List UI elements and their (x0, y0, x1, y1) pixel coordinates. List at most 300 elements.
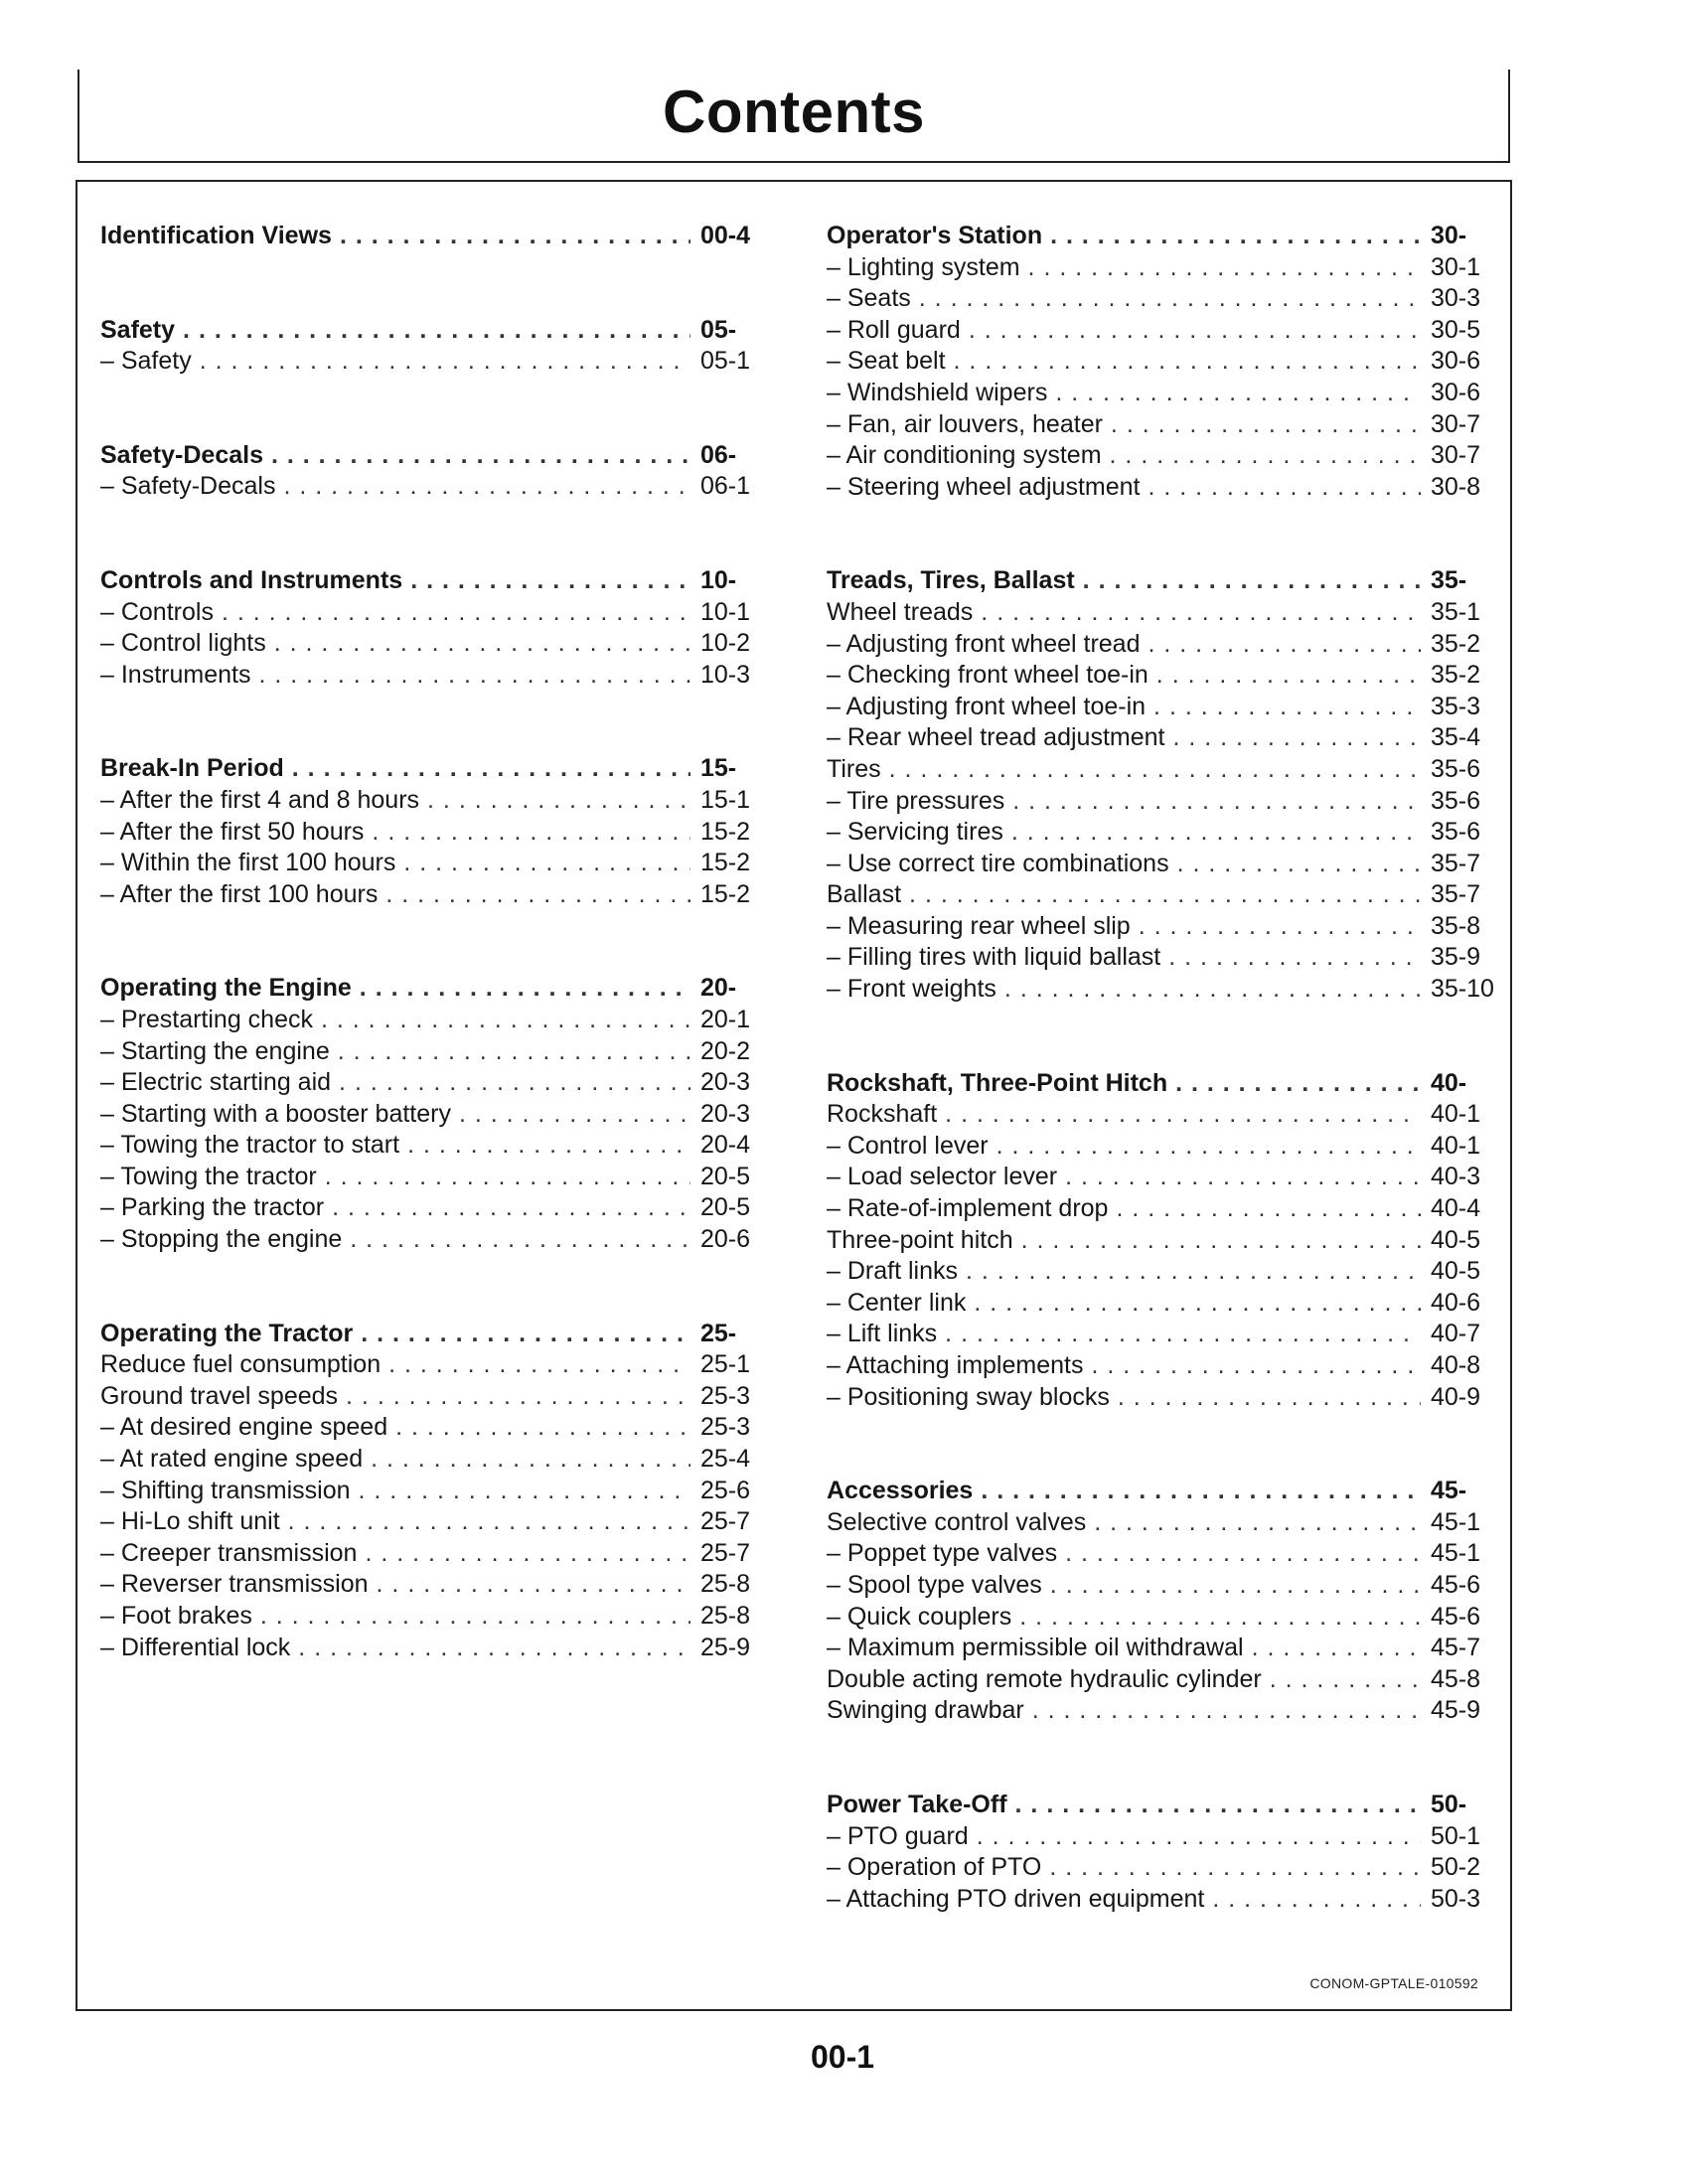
dot-leader (183, 315, 690, 347)
toc-entry-page: 45-9 (1431, 1696, 1481, 1725)
section-heading-page: 06- (700, 440, 737, 469)
dot-leader (1091, 1350, 1421, 1382)
toc-entry-page: 25-8 (700, 1602, 751, 1630)
toc-entry (100, 1601, 764, 1633)
dot-leader (889, 754, 1421, 786)
toc-entry-label: Wheel treads (827, 597, 974, 626)
toc-entry (827, 817, 1494, 849)
toc-entry-page: 35-10 (1431, 975, 1494, 1004)
toc-entry-label: – Adjusting front wheel tread (827, 629, 1141, 658)
toc-entry-page: 30-6 (1431, 347, 1481, 376)
dot-leader (292, 753, 690, 785)
toc-entry-page: 20-1 (700, 1005, 751, 1033)
dot-leader (1065, 1538, 1421, 1570)
toc-entry-page: 30-5 (1431, 315, 1481, 344)
toc-entry (827, 1821, 1494, 1853)
contents-section (100, 440, 764, 503)
toc-entry-label: – Towing the tractor (100, 1162, 317, 1190)
dot-leader (966, 1256, 1421, 1288)
toc-entry-label: – After the first 100 hours (100, 879, 379, 908)
section-heading-entry (100, 221, 764, 252)
section-heading-entry (827, 565, 1494, 597)
toc-entry-label: – Fan, air louvers, heater (827, 409, 1103, 438)
section-heading-entry (100, 753, 764, 785)
toc-entry (827, 1633, 1494, 1664)
dot-leader (945, 1319, 1421, 1350)
toc-entry (827, 974, 1494, 1006)
dot-leader (1019, 1602, 1421, 1634)
contents-section (100, 973, 764, 1255)
toc-entry-label: – Spool type valves (827, 1570, 1042, 1599)
section-heading-page: 35- (1431, 566, 1467, 595)
toc-entry (827, 692, 1494, 723)
dot-leader (350, 1224, 690, 1256)
toc-entry-label: – Stopping the engine (100, 1225, 343, 1254)
toc-entry-page: 25-1 (700, 1350, 751, 1379)
toc-entry (827, 346, 1494, 378)
toc-entry-label: – Controls (100, 597, 214, 626)
toc-entry (827, 1162, 1494, 1193)
toc-entry-label: Tires (827, 754, 881, 783)
dot-leader (340, 221, 690, 252)
dot-leader (200, 346, 690, 378)
dot-leader (1015, 1790, 1421, 1821)
dot-leader (1177, 849, 1421, 880)
toc-entry-label: – Shifting transmission (100, 1476, 351, 1504)
toc-entry (827, 1131, 1494, 1163)
toc-entry-page: 35-2 (1431, 661, 1481, 690)
toc-entry (100, 817, 764, 849)
toc-entry (100, 1005, 764, 1036)
toc-entry-label: – PTO guard (827, 1821, 969, 1850)
toc-entry (827, 1664, 1494, 1696)
dot-leader (325, 1162, 690, 1193)
toc-entry (100, 597, 764, 629)
contents-column-right (827, 221, 1494, 1915)
dot-leader (321, 1005, 690, 1036)
toc-entry-page: 20-3 (700, 1068, 751, 1097)
toc-entry-page: 40-1 (1431, 1100, 1481, 1129)
toc-entry (827, 1884, 1494, 1916)
toc-entry-page: 30-7 (1431, 441, 1481, 470)
toc-entry-label: – Hi-Lo shift unit (100, 1507, 280, 1536)
dot-leader (1148, 472, 1421, 504)
toc-entry-label: – Attaching PTO driven equipment (827, 1884, 1205, 1913)
section-heading-entry (100, 440, 764, 472)
contents-section (100, 1319, 764, 1664)
toc-entry-page: 50-2 (1431, 1853, 1481, 1882)
section-heading-page: 05- (700, 315, 737, 344)
toc-entry (827, 1570, 1494, 1602)
dot-leader (1175, 1068, 1421, 1100)
dot-leader (332, 1192, 690, 1224)
toc-entry-label: – Lighting system (827, 252, 1020, 281)
toc-entry-page: 25-7 (700, 1538, 751, 1567)
dot-leader (981, 1476, 1421, 1507)
toc-entry-label: – Quick couplers (827, 1602, 1012, 1631)
toc-entry-label: – Front weights (827, 975, 996, 1004)
toc-entry-label: – Safety (100, 347, 192, 376)
toc-entry (827, 1193, 1494, 1225)
section-heading-entry (100, 973, 764, 1005)
toc-entry-label: – Control lever (827, 1131, 989, 1160)
contents-section (100, 315, 764, 378)
dot-leader (1116, 1193, 1421, 1225)
toc-entry (827, 1852, 1494, 1884)
toc-entry-label: – Starting with a booster battery (100, 1099, 451, 1128)
toc-entry (827, 722, 1494, 754)
toc-entry (100, 1506, 764, 1538)
dot-leader (1083, 565, 1421, 597)
dot-leader (339, 1067, 690, 1099)
toc-entry (827, 409, 1494, 441)
toc-entry (827, 440, 1494, 472)
toc-entry-label: – Load selector lever (827, 1163, 1058, 1191)
toc-entry (100, 1412, 764, 1444)
toc-entry-label: – Rear wheel tread adjustment (827, 723, 1165, 752)
toc-entry-label: – Towing the tractor to start (100, 1131, 400, 1160)
toc-entry (827, 660, 1494, 692)
contents-column-left (100, 221, 764, 1663)
section-heading-page: 25- (700, 1319, 737, 1347)
section-heading-page: 15- (700, 754, 737, 783)
toc-entry-page: 20-5 (700, 1162, 751, 1190)
contents-section (100, 565, 764, 691)
toc-entry-label: – Use correct tire combinations (827, 849, 1169, 877)
dot-leader (385, 879, 690, 911)
dot-leader (1055, 378, 1421, 409)
toc-entry-page: 15-2 (700, 817, 751, 846)
toc-entry-label: – After the first 4 and 8 hours (100, 785, 420, 814)
dot-leader (974, 1288, 1421, 1320)
toc-entry (100, 1067, 764, 1099)
dot-leader (1270, 1664, 1421, 1696)
title-frame (77, 70, 1510, 163)
toc-entry-label: Double acting remote hydraulic cylinder (827, 1664, 1262, 1693)
section-heading-entry (100, 565, 764, 597)
dot-leader (1032, 1695, 1421, 1727)
toc-entry (827, 1602, 1494, 1634)
toc-entry-page: 20-6 (700, 1225, 751, 1254)
dot-leader (222, 597, 690, 629)
section-heading-label: Safety-Decals (100, 440, 263, 469)
toc-entry-label: – Tire pressures (827, 786, 1005, 815)
toc-entry-label: – At desired engine speed (100, 1413, 388, 1442)
dot-leader (1139, 911, 1421, 943)
section-heading-entry (827, 1790, 1494, 1821)
dot-leader (1153, 692, 1421, 723)
toc-entry (100, 660, 764, 692)
dot-leader (909, 879, 1421, 911)
dot-leader (1148, 629, 1421, 661)
toc-entry-page: 25-7 (700, 1507, 751, 1536)
dot-leader (361, 1319, 690, 1350)
section-heading-label: Operating the Engine (100, 974, 352, 1003)
toc-entry-label: – Foot brakes (100, 1602, 252, 1630)
section-heading-label: Accessories (827, 1477, 974, 1505)
toc-entry-page: 35-6 (1431, 786, 1481, 815)
section-heading-page: 45- (1431, 1477, 1467, 1505)
dot-leader (260, 1601, 690, 1633)
toc-entry-label: – Roll guard (827, 315, 961, 344)
toc-entry-label: – Measuring rear wheel slip (827, 911, 1131, 940)
section-heading-entry (827, 221, 1494, 252)
dot-leader (1168, 942, 1421, 974)
section-heading-page: 40- (1431, 1068, 1467, 1097)
dot-leader (410, 565, 690, 597)
toc-entry-page: 20-3 (700, 1099, 751, 1128)
toc-entry (827, 1382, 1494, 1414)
toc-entry-page: 25-3 (700, 1413, 751, 1442)
dot-leader (1012, 786, 1421, 818)
toc-entry-page: 20-4 (700, 1131, 751, 1160)
dot-leader (945, 1099, 1421, 1131)
dot-leader (377, 1569, 690, 1601)
toc-entry (100, 1192, 764, 1224)
toc-entry (827, 472, 1494, 504)
toc-entry-label: Rockshaft (827, 1100, 938, 1129)
dot-leader (996, 1131, 1421, 1163)
toc-entry-label: – Filling tires with liquid ballast (827, 943, 1161, 972)
toc-entry (827, 1319, 1494, 1350)
toc-entry (100, 1633, 764, 1664)
contents-section (100, 221, 764, 252)
toc-entry-label: – Parking the tractor (100, 1193, 325, 1222)
toc-entry (827, 879, 1494, 911)
toc-entry (827, 1225, 1494, 1257)
toc-entry (827, 629, 1494, 661)
dot-leader (365, 1538, 690, 1570)
section-heading-label: Identification Views (100, 222, 332, 249)
toc-entry (827, 252, 1494, 284)
toc-entry-page: 20-5 (700, 1193, 751, 1222)
toc-entry (827, 378, 1494, 409)
toc-entry-label: Reduce fuel consumption (100, 1350, 382, 1379)
dot-leader (1050, 221, 1421, 252)
contents-section (827, 1068, 1494, 1414)
toc-entry (100, 1036, 764, 1068)
toc-entry-label: – Starting the engine (100, 1036, 330, 1065)
toc-entry (827, 911, 1494, 943)
dot-leader (1172, 722, 1421, 754)
toc-entry-label: – Lift links (827, 1320, 938, 1348)
dot-leader (274, 628, 690, 660)
dot-leader (395, 1412, 690, 1444)
toc-entry-label: – Within the first 100 hours (100, 849, 396, 877)
section-heading-entry (827, 1476, 1494, 1507)
dot-leader (1028, 252, 1421, 284)
toc-entry-label: – Prestarting check (100, 1005, 313, 1033)
toc-entry-label: – Checking front wheel toe-in (827, 661, 1149, 690)
dot-leader (388, 1349, 690, 1381)
dot-leader (1111, 409, 1421, 441)
toc-entry-page: 40-8 (1431, 1351, 1481, 1379)
section-heading-page: 30- (1431, 222, 1467, 249)
toc-entry-page: 40-5 (1431, 1225, 1481, 1254)
toc-entry (100, 1538, 764, 1570)
toc-entry-label: – Electric starting aid (100, 1068, 332, 1097)
toc-entry (100, 785, 764, 817)
section-heading-page: 20- (700, 974, 737, 1003)
toc-entry (100, 346, 764, 378)
dot-leader (403, 848, 690, 879)
page-title: Contents (663, 78, 925, 145)
dot-leader (1094, 1507, 1421, 1539)
toc-entry-label: – At rated engine speed (100, 1445, 364, 1474)
section-heading-entry (827, 1068, 1494, 1100)
toc-entry-page: 30-1 (1431, 252, 1481, 281)
toc-entry-label: – Safety-Decals (100, 472, 276, 501)
toc-entry (827, 1695, 1494, 1727)
toc-entry-page: 30-3 (1431, 284, 1481, 313)
section-heading-page: 00-4 (700, 222, 751, 249)
dot-leader (258, 660, 690, 692)
toc-entry-page: 15-2 (700, 849, 751, 877)
toc-entry-page: 25-9 (700, 1633, 751, 1661)
dot-leader (271, 440, 690, 472)
page-number: 00-1 (810, 2039, 875, 2075)
toc-entry-page: 10-2 (700, 629, 751, 658)
section-heading-entry (100, 1319, 764, 1350)
toc-entry-page: 35-2 (1431, 629, 1481, 658)
toc-entry-label: – Center link (827, 1288, 967, 1317)
toc-entry (100, 628, 764, 660)
toc-entry-page: 25-4 (700, 1445, 751, 1474)
dot-leader (372, 817, 690, 849)
dot-leader (459, 1099, 690, 1131)
dot-leader (360, 973, 690, 1005)
toc-entry-page: 40-5 (1431, 1257, 1481, 1286)
toc-entry-label: – Air conditioning system (827, 441, 1102, 470)
toc-entry-page: 50-3 (1431, 1884, 1481, 1913)
dot-leader (1050, 1570, 1421, 1602)
contents-section (827, 1476, 1494, 1727)
toc-entry-label: – Poppet type valves (827, 1539, 1058, 1568)
toc-entry (827, 786, 1494, 818)
toc-entry (827, 1350, 1494, 1382)
dot-leader (407, 1130, 690, 1162)
toc-entry (827, 597, 1494, 629)
toc-entry-page: 06-1 (700, 472, 751, 501)
toc-entry (100, 879, 764, 911)
toc-entry (827, 1256, 1494, 1288)
toc-entry-label: – Windshield wipers (827, 378, 1048, 406)
toc-entry-page: 50-1 (1431, 1821, 1481, 1850)
toc-entry-page: 30-7 (1431, 409, 1481, 438)
dot-leader (1004, 974, 1421, 1006)
toc-entry-label: Selective control valves (827, 1507, 1087, 1536)
dot-leader (283, 471, 690, 503)
toc-entry-page: 45-6 (1431, 1602, 1481, 1631)
toc-entry-page: 45-6 (1431, 1570, 1481, 1599)
toc-entry-label: – Rate-of-implement drop (827, 1194, 1109, 1223)
toc-entry-page: 35-7 (1431, 849, 1481, 877)
toc-entry (827, 1099, 1494, 1131)
dot-leader (1049, 1852, 1421, 1884)
toc-entry-label: – Creeper transmission (100, 1538, 358, 1567)
toc-entry (100, 1130, 764, 1162)
toc-entry (100, 1349, 764, 1381)
toc-entry-label: Three-point hitch (827, 1225, 1013, 1254)
toc-entry-page: 40-3 (1431, 1163, 1481, 1191)
toc-entry-page: 05-1 (700, 347, 751, 376)
contents-section (100, 753, 764, 910)
toc-entry-page: 30-8 (1431, 472, 1481, 501)
toc-entry-label: – Maximum permissible oil withdrawal (827, 1634, 1244, 1662)
section-heading-label: Operating the Tractor (100, 1319, 354, 1347)
section-heading-label: Break-In Period (100, 754, 284, 783)
toc-entry-page: 35-3 (1431, 692, 1481, 720)
toc-entry-label: Ballast (827, 880, 902, 909)
dot-leader (919, 283, 1421, 315)
dot-leader (1118, 1382, 1421, 1414)
toc-entry-page: 45-1 (1431, 1507, 1481, 1536)
section-heading-label: Safety (100, 315, 176, 344)
dot-leader (981, 597, 1421, 629)
toc-entry-page: 35-9 (1431, 943, 1481, 972)
toc-entry-label: – Seat belt (827, 347, 946, 376)
toc-entry (100, 471, 764, 503)
toc-entry (100, 1476, 764, 1507)
toc-entry-page: 15-1 (700, 785, 751, 814)
toc-entry-page: 45-1 (1431, 1539, 1481, 1568)
section-heading-label: Operator's Station (827, 222, 1043, 249)
toc-entry-page: 10-3 (700, 660, 751, 689)
dot-leader (427, 785, 690, 817)
toc-entry-page: 35-6 (1431, 818, 1481, 847)
toc-entry (100, 848, 764, 879)
toc-entry-label: – Attaching implements (827, 1351, 1084, 1379)
toc-entry-page: 45-7 (1431, 1634, 1481, 1662)
toc-entry-page: 40-9 (1431, 1382, 1481, 1411)
toc-entry-page: 10-1 (700, 597, 751, 626)
dot-leader (1110, 440, 1421, 472)
section-heading-page: 50- (1431, 1790, 1467, 1818)
toc-entry-label: – Draft links (827, 1257, 958, 1286)
toc-entry (100, 1162, 764, 1193)
toc-entry (827, 1288, 1494, 1320)
toc-entry-label: – Differential lock (100, 1633, 291, 1661)
toc-entry (100, 1381, 764, 1413)
toc-entry-page: 40-7 (1431, 1320, 1481, 1348)
dot-leader (954, 346, 1421, 378)
toc-entry (827, 942, 1494, 974)
toc-entry-page: 40-4 (1431, 1194, 1481, 1223)
toc-entry-label: – Adjusting front wheel toe-in (827, 692, 1147, 720)
dot-leader (371, 1444, 690, 1476)
toc-entry (827, 283, 1494, 315)
toc-entry-page: 35-7 (1431, 880, 1481, 909)
toc-entry-label: – Steering wheel adjustment (827, 472, 1141, 501)
section-heading-label: Controls and Instruments (100, 565, 403, 594)
dot-leader (1156, 660, 1421, 692)
toc-entry-page: 20-2 (700, 1036, 751, 1065)
toc-entry-page: 40-1 (1431, 1131, 1481, 1160)
toc-entry-page: 30-6 (1431, 378, 1481, 406)
toc-entry-label: – Servicing tires (827, 818, 1003, 847)
toc-entry (827, 315, 1494, 347)
contents-section (827, 565, 1494, 1005)
toc-entry (827, 1507, 1494, 1539)
section-heading-entry (100, 315, 764, 347)
section-heading-label: Rockshaft, Three-Point Hitch (827, 1068, 1168, 1097)
dot-leader (1252, 1633, 1421, 1664)
dot-leader (298, 1633, 690, 1664)
toc-entry (100, 1099, 764, 1131)
toc-entry-label: – Operation of PTO (827, 1853, 1042, 1882)
toc-entry-label: Ground travel speeds (100, 1381, 339, 1410)
toc-entry-page: 45-8 (1431, 1664, 1481, 1693)
